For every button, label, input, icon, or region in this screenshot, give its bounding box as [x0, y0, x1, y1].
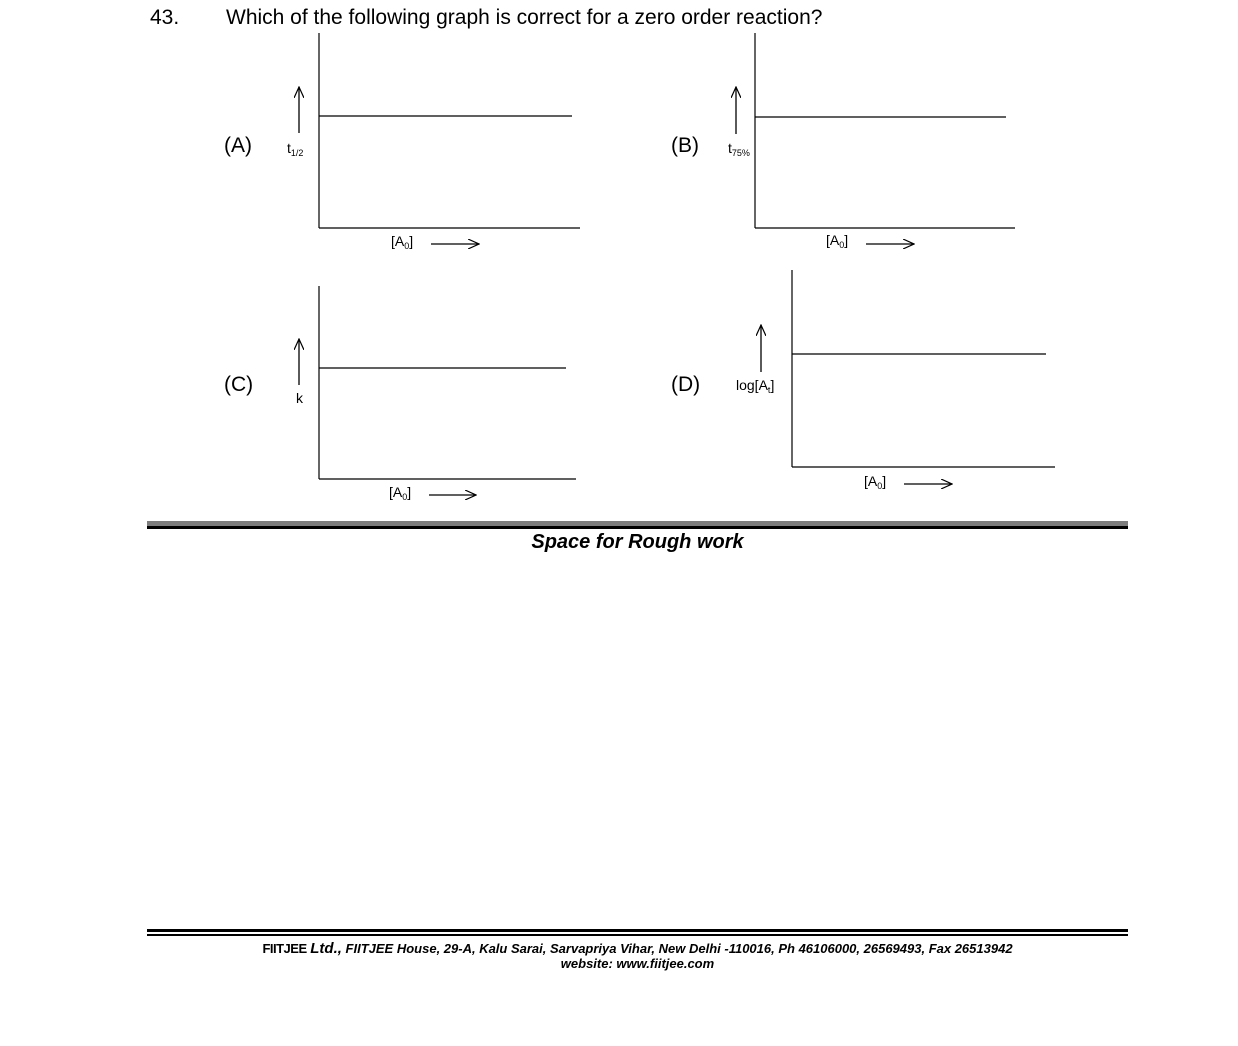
rough-work-divider-dark — [147, 526, 1128, 529]
option-a-x-label: $[A_0]$ — [391, 233, 414, 251]
graph-d — [761, 270, 1055, 484]
option-d-y-label: $\log[A_t]$ — [736, 377, 775, 395]
option-c-y-label: k — [296, 390, 303, 406]
footer-website: website: www.fiitjee.com — [560, 956, 715, 971]
footer-address — [147, 940, 1128, 957]
option-a-label: (A) — [224, 134, 252, 157]
option-c-label: (C) — [224, 373, 254, 396]
graph-c — [299, 286, 576, 495]
question-number: 43. — [150, 6, 180, 29]
footer-rule-bottom — [147, 934, 1128, 936]
option-c-x-label: $[A_0]$ — [389, 484, 412, 502]
footer-ltd: Ltd., — [310, 940, 342, 957]
footer-address-text: FIITJEE House, 29-A, Kalu Sarai, Sarvapriya Vihar, New Delhi -110016, Ph 46106000, 26569493, Fax 26513942 — [345, 941, 1013, 956]
footer-brand: FIITJEE — [262, 941, 307, 956]
option-b-x-label: $[A_0]$ — [826, 232, 849, 250]
footer-rule-top — [147, 929, 1128, 932]
option-b-y-label: $t_{75\%}$ — [728, 140, 750, 158]
graph-b — [736, 33, 1015, 244]
question-text: Which of the following graph is correct for a zero order reaction? — [226, 6, 823, 29]
option-d-x-label: $[A_0]$ — [864, 473, 887, 491]
rough-work-title: Space for Rough work — [531, 531, 744, 553]
graph-a — [299, 33, 580, 244]
option-a-y-label: $t_{1/2}$ — [287, 140, 304, 158]
option-b-label: (B) — [671, 134, 699, 157]
option-d-label: (D) — [671, 373, 701, 396]
